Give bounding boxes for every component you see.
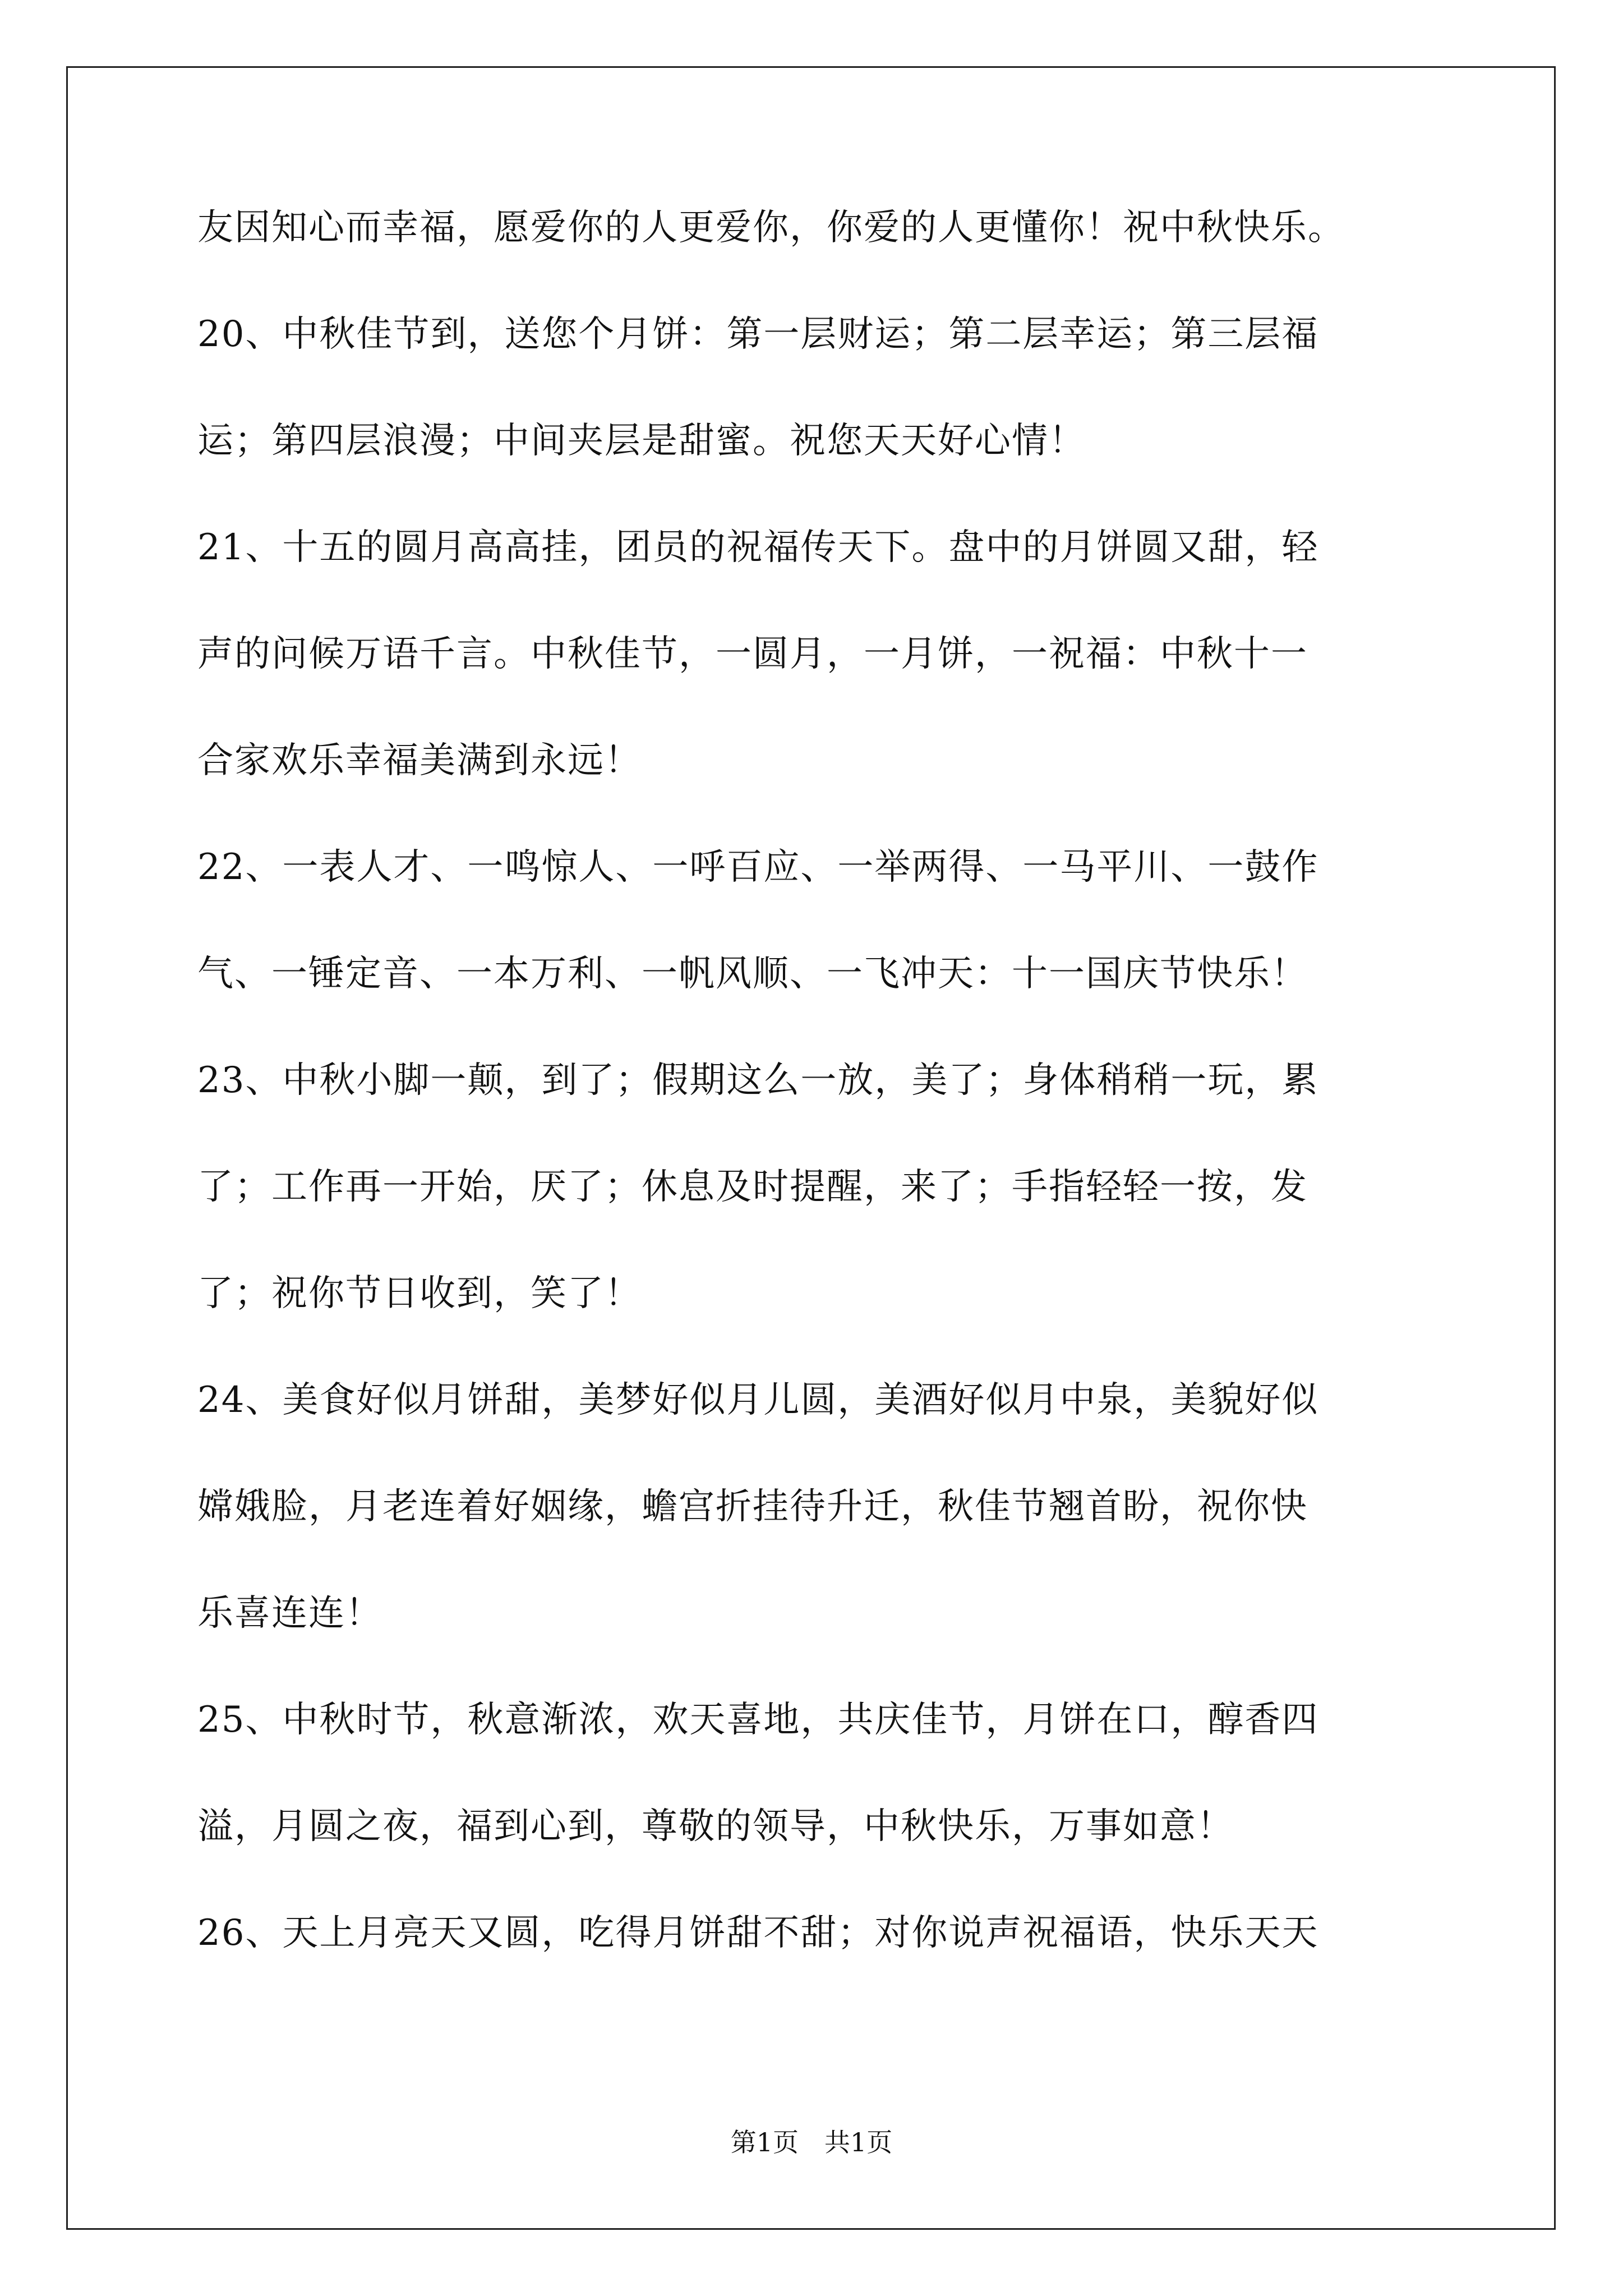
text-line: 20、中秋佳节到，送您个月饼：第一层财运；第二层幸运；第三层福 [197, 314, 1319, 355]
text-line: 24、美食好似月饼甜，美梦好似月儿圆，美酒好似月中泉，美貌好似 [197, 1379, 1319, 1421]
text-line: 了；祝你节日收到，笑了！ [197, 1273, 642, 1314]
page-footer: 第1页 共1页 [730, 2127, 893, 2157]
text-line: 溢，月圆之夜，福到心到，尊敬的领导，中秋快乐，万事如意！ [197, 1806, 1234, 1847]
text-line: 乐喜连连！ [197, 1593, 382, 1634]
text-line: 26、天上月亮天又圆，吃得月饼甜不甜；对你说声祝福语，快乐天天 [197, 1912, 1319, 1954]
text-line: 合家欢乐幸福美满到永远！ [197, 740, 642, 781]
text-line: 25、中秋时节，秋意渐浓，欢天喜地，共庆佳节，月饼在口，醇香四 [197, 1699, 1319, 1741]
text-line: 了；工作再一开始，厌了；休息及时提醒，来了；手指轻轻一按，发 [197, 1166, 1308, 1208]
text-line: 嫦娥脸，月老连着好姻缘，蟾宫折挂待升迁，秋佳节翘首盼，祝你快 [197, 1486, 1308, 1527]
text-line: 23、中秋小脚一颠，到了；假期这么一放，美了；身体稍稍一玩，累 [197, 1060, 1319, 1101]
text-line: 友因知心而幸福，愿爱你的人更爱你，你爱的人更懂你！祝中秋快乐。 [197, 207, 1345, 249]
text-line: 21、十五的圆月高高挂，团员的祝福传天下。盘中的月饼圆又甜，轻 [197, 527, 1319, 568]
text-line: 22、一表人才、一鸣惊人、一呼百应、一举两得、一马平川、一鼓作 [197, 846, 1319, 888]
text-line: 运；第四层浪漫；中间夹层是甜蜜。祝您天天好心情！ [197, 420, 1086, 462]
text-line: 气、一锤定音、一本万利、一帆风顺、一飞冲天：十一国庆节快乐！ [197, 953, 1308, 995]
text-line: 声的问候万语千言。中秋佳节，一圆月，一月饼，一祝福：中秋十一 [197, 633, 1308, 675]
document-body [197, 207, 1448, 2022]
